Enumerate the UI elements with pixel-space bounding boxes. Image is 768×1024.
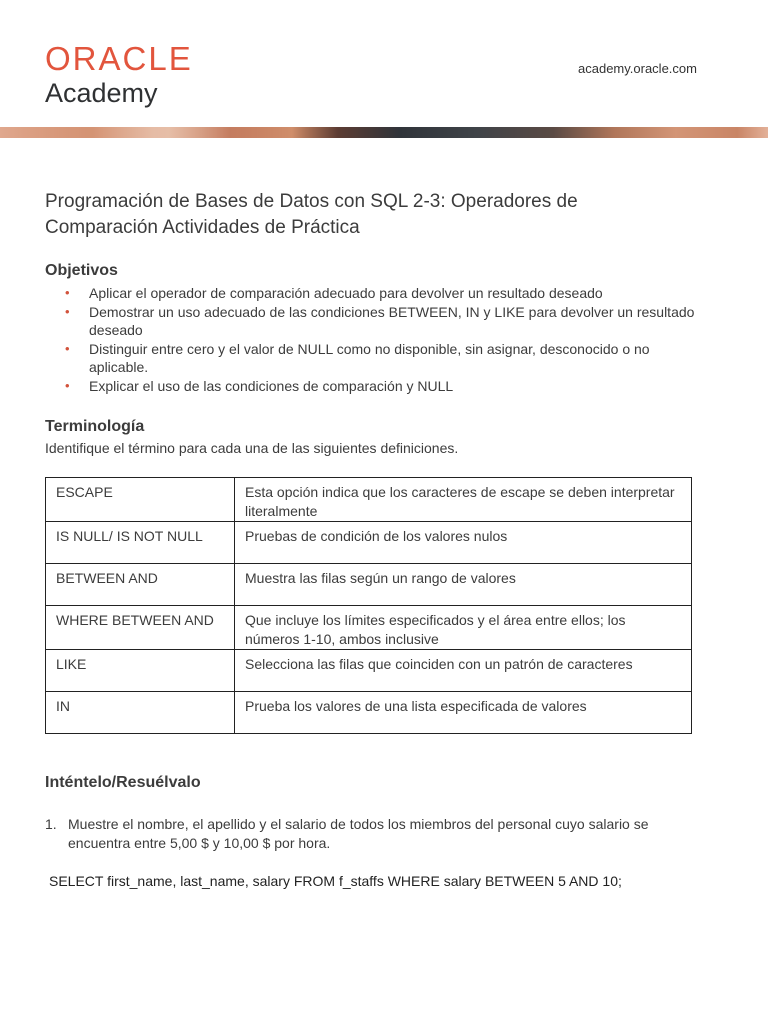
term-cell: IS NULL/ IS NOT NULL <box>46 522 235 564</box>
objective-text: Distinguir entre cero y el valor de NULL como no disponible, sin asignar, desconocido o no aplicable. <box>89 340 650 375</box>
definition-cell: Esta opción indica que los caracteres de escape se deben interpretar literalmente <box>235 478 692 522</box>
exercise-number: 1. <box>45 816 57 832</box>
logo-oracle-text: ORACLE <box>45 40 193 77</box>
document-title: Programación de Bases de Datos con SQL 2-3: Operadores de Comparación Actividades de Práctica <box>45 191 578 238</box>
terminology-table <box>45 477 692 734</box>
objectives-list <box>60 284 700 395</box>
logo-academy-text: Academy <box>45 78 158 108</box>
list-item <box>60 284 700 303</box>
term-cell: LIKE <box>46 650 235 692</box>
bullet-icon: • <box>65 340 70 356</box>
objective-text: Explicar el uso de las condiciones de comparación y NULL <box>89 377 454 394</box>
terminology-intro: Identifique el término para cada una de las siguientes definiciones. <box>45 440 459 456</box>
table-row <box>46 650 692 692</box>
objective-text: Aplicar el operador de comparación adecuado para devolver un resultado deseado <box>89 285 603 301</box>
table-row <box>46 564 692 606</box>
terminology-heading: Terminología <box>45 418 145 435</box>
term-cell: WHERE BETWEEN AND <box>46 606 235 650</box>
table-row <box>46 522 692 564</box>
definition-cell: Selecciona las filas que coinciden con un patrón de caracteres <box>235 650 692 692</box>
list-item <box>60 340 700 377</box>
table-row <box>46 692 692 734</box>
practice-heading: Inténtelo/Resuélvalo <box>45 774 201 791</box>
header-banner <box>0 127 768 138</box>
table-row <box>46 478 692 522</box>
table-row <box>46 606 692 650</box>
objective-text: Demostrar un uso adecuado de las condiciones BETWEEN, IN y LIKE para devolver un resultado deseado <box>89 303 695 338</box>
term-cell: IN <box>46 692 235 734</box>
exercise-text: Muestre el nombre, el apellido y el salario de todos los miembros del personal cuyo salario se encuentra entre 5,00 $ y 10,00 $ por hora. <box>68 816 649 851</box>
sql-answer: SELECT first_name, last_name, salary FROM f_staffs WHERE salary BETWEEN 5 AND 10; <box>49 873 622 889</box>
definition-cell: Muestra las filas según un rango de valores <box>235 564 692 606</box>
definition-cell: Pruebas de condición de los valores nulos <box>235 522 692 564</box>
list-item <box>60 377 700 396</box>
term-cell: ESCAPE <box>46 478 235 522</box>
bullet-icon: • <box>65 285 70 300</box>
exercise-1 <box>45 815 705 853</box>
term-cell: BETWEEN AND <box>46 564 235 606</box>
objectives-heading: Objetivos <box>45 262 118 279</box>
list-item <box>60 303 700 340</box>
bullet-icon: • <box>65 377 70 393</box>
site-url: academy.oracle.com <box>578 61 697 76</box>
bullet-icon: • <box>65 303 70 319</box>
definition-cell: Que incluye los límites especificados y el área entre ellos; los números 1-10, ambos inclusive <box>235 606 692 650</box>
definition-cell: Prueba los valores de una lista especificada de valores <box>235 692 692 734</box>
